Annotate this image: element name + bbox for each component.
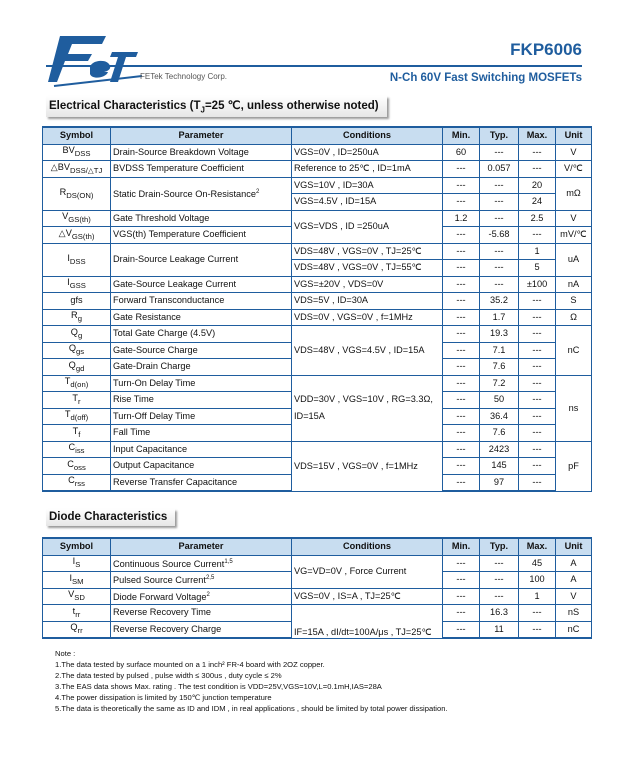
max-cell: --- (519, 227, 556, 244)
min-cell: --- (443, 375, 480, 392)
min-cell: --- (443, 588, 480, 605)
symbol-cell: $T_f$ (43, 425, 111, 442)
col-symbol: Symbol (43, 127, 111, 144)
parameter-cell: Reverse Recovery Time (111, 605, 292, 622)
electrical-section-title: Electrical Characteristics ($T_J=25$ ℃, unless otherwise noted) (46, 96, 387, 117)
parameter-cell: Rise Time (111, 392, 292, 409)
symbol-cell: gfs (43, 293, 111, 310)
unit-cell: ns (556, 375, 592, 441)
unit-cell: uA (556, 243, 592, 276)
col-unit: Unit (556, 127, 592, 144)
conditions-cell: IF=15A , dI/dt=100A/μs , TJ=25℃ (292, 605, 443, 639)
typ-cell: --- (480, 144, 519, 161)
conditions-cell: VGS=0V , ID=250uA (292, 144, 443, 161)
parameter-cell: Gate-Drain Charge (111, 359, 292, 376)
fetek-logo (46, 30, 146, 88)
max-cell: ±100 (519, 276, 556, 293)
min-cell: --- (443, 425, 480, 442)
parameter-cell: Fall Time (111, 425, 292, 442)
note-item: 2.The data tested by pulsed , pulse width ≤ 300us , duty cycle ≤ 2% (55, 671, 282, 680)
notes-heading: Note : (55, 649, 76, 658)
parameter-cell: BVDSS Temperature Coefficient (111, 161, 292, 178)
symbol-cell: $V_{SD}$ (43, 588, 111, 605)
unit-cell: A (556, 555, 592, 572)
typ-cell: 7.6 (480, 425, 519, 442)
typ-cell: --- (480, 243, 519, 260)
symbol-cell: $\triangle V_{GS(th)}$ (43, 227, 111, 244)
notes (55, 648, 448, 714)
table-row (43, 441, 592, 458)
typ-cell: 7.1 (480, 342, 519, 359)
unit-cell: mΩ (556, 177, 592, 210)
symbol-cell: $I_{DSS}$ (43, 243, 111, 276)
table-row (43, 588, 592, 605)
typ-cell: --- (480, 177, 519, 194)
typ-cell: 50 (480, 392, 519, 409)
symbol-cell: $C_{rss}$ (43, 474, 111, 491)
symbol-cell: $T_{d(on)}$ (43, 375, 111, 392)
typ-cell: 7.6 (480, 359, 519, 376)
col-min: Min. (443, 127, 480, 144)
symbol-cell: $Q_g$ (43, 326, 111, 343)
typ-cell: 19.3 (480, 326, 519, 343)
typ-cell: --- (480, 572, 519, 589)
note-item: 3.The EAS data shows Max. rating . The test condition is VDD=25V,VGS=10V,L=0.1mH,IAS=28A (55, 682, 382, 691)
conditions-cell: VG=VD=0V , Force Current (292, 555, 443, 588)
max-cell: --- (519, 605, 556, 622)
note-item: 4.The power dissipation is limited by 150℃ junction temperature (55, 693, 272, 702)
col-parameter: Parameter (111, 538, 292, 555)
min-cell: 1.2 (443, 210, 480, 227)
symbol-cell: $Q_{gd}$ (43, 359, 111, 376)
table-header-row (43, 538, 592, 555)
max-cell: --- (519, 359, 556, 376)
conditions-cell: VDS=5V , ID=30A (292, 293, 443, 310)
parameter-cell: Total Gate Charge (4.5V) (111, 326, 292, 343)
col-max: Max. (519, 538, 556, 555)
min-cell: --- (443, 177, 480, 194)
min-cell: --- (443, 309, 480, 326)
symbol-cell: $C_{oss}$ (43, 458, 111, 475)
parameter-cell: Drain-Source Leakage Current (111, 243, 292, 276)
col-conditions: Conditions (292, 127, 443, 144)
unit-cell: pF (556, 441, 592, 491)
symbol-cell: $Q_{gs}$ (43, 342, 111, 359)
conditions-cell: VGS=10V , ID=30A (292, 177, 443, 194)
diode-section-title: Diode Characteristics (46, 509, 175, 526)
max-cell: 45 (519, 555, 556, 572)
col-parameter: Parameter (111, 127, 292, 144)
max-cell: --- (519, 425, 556, 442)
min-cell: --- (443, 555, 480, 572)
typ-cell: 97 (480, 474, 519, 491)
table-row (43, 293, 592, 310)
parameter-cell: Output Capacitance (111, 458, 292, 475)
unit-cell: Ω (556, 309, 592, 326)
parameter-cell: Pulsed Source Current$^{2,5}$ (111, 572, 292, 589)
typ-cell: 2423 (480, 441, 519, 458)
max-cell: 1 (519, 588, 556, 605)
max-cell: --- (519, 392, 556, 409)
symbol-cell: $\triangle BV_{DSS/\triangle TJ}$ (43, 161, 111, 178)
symbol-cell: $t_{rr}$ (43, 605, 111, 622)
symbol-cell: $T_{d(off)}$ (43, 408, 111, 425)
min-cell: --- (443, 243, 480, 260)
max-cell: 5 (519, 260, 556, 277)
min-cell: --- (443, 326, 480, 343)
unit-cell: nS (556, 605, 592, 622)
table-row (43, 144, 592, 161)
max-cell: --- (519, 144, 556, 161)
max-cell: 1 (519, 243, 556, 260)
conditions-cell: VDD=30V , VGS=10V , RG=3.3Ω, ID=15A (292, 375, 443, 441)
unit-cell: nA (556, 276, 592, 293)
parameter-cell: Static Drain-Source On-Resistance$^2$ (111, 177, 292, 210)
min-cell: --- (443, 227, 480, 244)
table-row (43, 375, 592, 392)
parameter-cell: Continuous Source Current$^{1,5}$ (111, 555, 292, 572)
max-cell: --- (519, 309, 556, 326)
min-cell: --- (443, 161, 480, 178)
min-cell: --- (443, 392, 480, 409)
max-cell: --- (519, 441, 556, 458)
table-row (43, 309, 592, 326)
parameter-cell: Gate Resistance (111, 309, 292, 326)
max-cell: --- (519, 326, 556, 343)
col-symbol: Symbol (43, 538, 111, 555)
min-cell: --- (443, 260, 480, 277)
company-name: FETek Technology Corp. (140, 72, 228, 81)
col-max: Max. (519, 127, 556, 144)
col-conditions: Conditions (292, 538, 443, 555)
typ-cell: 0.057 (480, 161, 519, 178)
typ-cell: --- (480, 260, 519, 277)
parameter-cell: Gate Threshold Voltage (111, 210, 292, 227)
part-subtitle: N-Ch 60V Fast Switching MOSFETs (389, 72, 582, 84)
conditions-cell: Reference to 25℃ , ID=1mA (292, 161, 443, 178)
max-cell: 2.5 (519, 210, 556, 227)
min-cell: --- (443, 194, 480, 211)
min-cell: --- (443, 621, 480, 638)
table-row (43, 605, 592, 622)
max-cell: 100 (519, 572, 556, 589)
conditions-cell: VDS=48V , VGS=4.5V , ID=15A (292, 326, 443, 376)
parameter-cell: Turn-On Delay Time (111, 375, 292, 392)
unit-cell: V (556, 144, 592, 161)
symbol-cell: $I_{SM}$ (43, 572, 111, 589)
max-cell: 20 (519, 177, 556, 194)
parameter-cell: Input Capacitance (111, 441, 292, 458)
table-row (43, 555, 592, 572)
min-cell: --- (443, 572, 480, 589)
unit-cell: A (556, 572, 592, 589)
header-divider (46, 65, 582, 67)
parameter-cell: Diode Forward Voltage$^2$ (111, 588, 292, 605)
col-unit: Unit (556, 538, 592, 555)
max-cell: --- (519, 458, 556, 475)
symbol-cell: $I_S$ (43, 555, 111, 572)
typ-cell: 16.3 (480, 605, 519, 622)
symbol-cell: $V_{GS(th)}$ (43, 210, 111, 227)
conditions-cell: VDS=15V , VGS=0V , f=1MHz (292, 441, 443, 491)
typ-cell: 35.2 (480, 293, 519, 310)
parameter-cell: Gate-Source Leakage Current (111, 276, 292, 293)
parameter-cell: Reverse Transfer Capacitance (111, 474, 292, 491)
conditions-cell: VGS=±20V , VDS=0V (292, 276, 443, 293)
max-cell: --- (519, 161, 556, 178)
symbol-cell: $BV_{DSS}$ (43, 144, 111, 161)
typ-cell: --- (480, 210, 519, 227)
parameter-cell: Gate-Source Charge (111, 342, 292, 359)
min-cell: --- (443, 474, 480, 491)
conditions-cell: VDS=48V , VGS=0V , TJ=55℃ (292, 260, 443, 277)
max-cell: --- (519, 621, 556, 638)
conditions-cell: VGS=0V , IS=A , TJ=25℃ (292, 588, 443, 605)
typ-cell: -5.68 (480, 227, 519, 244)
table-row (43, 161, 592, 178)
col-typ: Typ. (480, 127, 519, 144)
table-row (43, 177, 592, 194)
unit-cell: V/℃ (556, 161, 592, 178)
typ-cell: 11 (480, 621, 519, 638)
conditions-cell: VDS=48V , VGS=0V , TJ=25℃ (292, 243, 443, 260)
unit-cell: S (556, 293, 592, 310)
table-row (43, 243, 592, 260)
min-cell: --- (443, 342, 480, 359)
parameter-cell: Reverse Recovery Charge (111, 621, 292, 638)
parameter-cell: Drain-Source Breakdown Voltage (111, 144, 292, 161)
symbol-cell: $R_{DS(ON)}$ (43, 177, 111, 210)
typ-cell: 7.2 (480, 375, 519, 392)
note-item: 5.The data is theoretically the same as ID and IDM , in real applications , should be limited by total power dissipation. (55, 704, 448, 713)
conditions-cell: VGS=VDS , ID =250uA (292, 210, 443, 243)
min-cell: --- (443, 359, 480, 376)
max-cell: --- (519, 375, 556, 392)
symbol-cell: $Q_{rr}$ (43, 621, 111, 638)
conditions-cell: VDS=0V , VGS=0V , f=1MHz (292, 309, 443, 326)
typ-cell: --- (480, 588, 519, 605)
typ-cell: --- (480, 194, 519, 211)
unit-cell: V (556, 588, 592, 605)
typ-cell: --- (480, 276, 519, 293)
parameter-cell: Forward Transconductance (111, 293, 292, 310)
typ-cell: --- (480, 555, 519, 572)
max-cell: --- (519, 474, 556, 491)
symbol-cell: $T_r$ (43, 392, 111, 409)
typ-cell: 36.4 (480, 408, 519, 425)
min-cell: --- (443, 293, 480, 310)
max-cell: 24 (519, 194, 556, 211)
typ-cell: 1.7 (480, 309, 519, 326)
col-min: Min. (443, 538, 480, 555)
parameter-cell: VGS(th) Temperature Coefficient (111, 227, 292, 244)
typ-cell: 145 (480, 458, 519, 475)
min-cell: --- (443, 441, 480, 458)
diode-table (42, 537, 592, 639)
max-cell: --- (519, 408, 556, 425)
min-cell: --- (443, 605, 480, 622)
parameter-cell: Turn-Off Delay Time (111, 408, 292, 425)
unit-cell: V (556, 210, 592, 227)
note-item: 1.The data tested by surface mounted on a 1 inch² FR-4 board with 2OZ copper. (55, 660, 325, 669)
min-cell: --- (443, 408, 480, 425)
max-cell: --- (519, 342, 556, 359)
electrical-table (42, 126, 592, 492)
min-cell: 60 (443, 144, 480, 161)
symbol-cell: $I_{GSS}$ (43, 276, 111, 293)
table-header-row (43, 127, 592, 144)
max-cell: --- (519, 293, 556, 310)
min-cell: --- (443, 276, 480, 293)
table-row (43, 210, 592, 227)
part-number: FKP6006 (510, 40, 582, 59)
min-cell: --- (443, 458, 480, 475)
table-row (43, 326, 592, 343)
symbol-cell: $R_g$ (43, 309, 111, 326)
symbol-cell: $C_{iss}$ (43, 441, 111, 458)
unit-cell: nC (556, 326, 592, 376)
table-row (43, 276, 592, 293)
col-typ: Typ. (480, 538, 519, 555)
conditions-cell: VGS=4.5V , ID=15A (292, 194, 443, 211)
unit-cell: nC (556, 621, 592, 638)
unit-cell: mV/℃ (556, 227, 592, 244)
